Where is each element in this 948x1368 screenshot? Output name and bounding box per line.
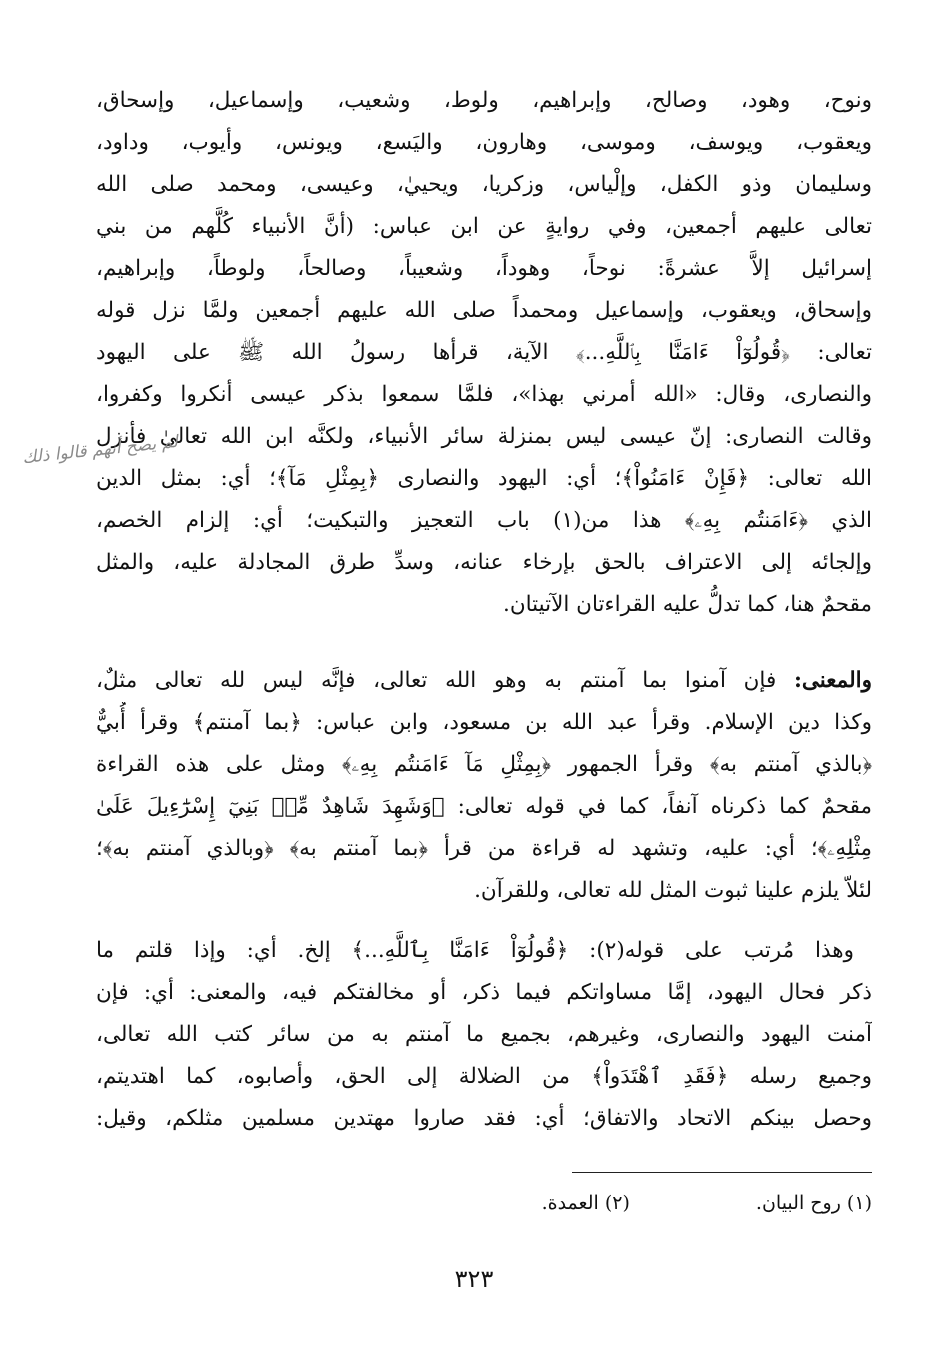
text-line: وحصل بينكم الاتحاد والاتفاق؛ أي: فقد صاروا مهتدين مسلمين مثلكم، وقيل:	[96, 1106, 872, 1131]
text-line: وإسحاق، ويعقوب، وإسماعيل ومحمداً صلى الله عليهم أجمعين ولمَّا نزل قوله	[96, 298, 872, 323]
paragraph-2	[96, 660, 872, 912]
paragraph-lead-word: والمعنى:	[793, 668, 872, 693]
text-segment: فإن آمنوا بما آمنتم به وهو الله تعالى، فإنَّه ليس لله تعالى مثلٌ،	[96, 668, 794, 693]
footnote-1: (١) روح البيان.	[755, 1192, 872, 1214]
text-line: تعالى عليهم أجمعين، وفي روايةٍ عن ابن عباس: (أنَّ الأنبياء كُلَّهم من بني	[96, 214, 872, 239]
text-line: مِثْلِهِۦ﴾؛ أي: عليه، وتشهد له قراءة من قرأ ﴿بما آمنتم به﴾ ﴿وبالذي آمنتم به﴾؛	[96, 836, 872, 861]
text-line: وسليمان وذو الكفل، وإلْياس، وزكريا، ويحييٰ، وعيسى، ومحمد صلى الله	[96, 172, 872, 197]
paragraph-3	[96, 930, 872, 1140]
text-line: ويعقوب، ويوسف، وموسى، وهارون، واليَسع، ويونس، وأيوب، وداود،	[96, 130, 872, 155]
text-line: لئلاّ يلزم علينا ثبوت المثل لله تعالى، وللقرآن.	[474, 878, 872, 903]
text-line: والنصارى، وقال: «الله أمرني بهذا»، فلمَّا سمعوا بذكر عيسى أنكروا وكفروا،	[96, 382, 872, 407]
text-line: تعالى: ﴿قُولُوٓاْ ءَامَنَّا بِٱللَّهِ...﴾ الآية، قرأها رسولُ الله ﷺ على اليهود	[96, 340, 872, 365]
text-line: آمنت اليهود والنصارى، وغيرهم، بجميع ما آمنتم به من سائر كتب الله تعالى،	[96, 1022, 872, 1047]
text-line	[96, 660, 872, 702]
text-line: مقحمٌ كما ذكرناه آنفاً، كما في قوله تعالى: ﴿وَشَهِدَ شَاهِدٌ مِّنۢ بَنِيٓ إِسْرَٰٓءِيلَ عَلَىٰ	[96, 794, 872, 819]
text-line: وقالت النصارى: إنّ عيسى ليس بمنزلة سائر الأنبياء، ولكنَّه ابن الله تعالىٰ فأنزل	[96, 424, 872, 449]
footnote-2: (٢) العمدة.	[541, 1192, 630, 1214]
text-line: وإلجائه إلى الاعتراف بالحق بإرخاء عنانه، وسدِّ طرق المجادلة عليه، والمثل	[96, 550, 872, 575]
footnote-divider	[572, 1172, 872, 1173]
page-number: ٣٢٣	[454, 1265, 494, 1293]
text-line: ونوح، وهود، وصالح، وإبراهيم، ولوط، وشعيب، وإسماعيل، وإسحاق،	[96, 88, 872, 113]
text-line: إسرائيل إلاَّ عشرةً: نوحاً، وهوداً، وشعيباً، وصالحاً، ولوطاً، وإبراهيم،	[96, 256, 872, 281]
text-line: وجميع رسله ﴿فَقَدِ ٱهْتَدَواْ﴾ من الضلالة إلى الحق، وأصابوه، كما اهتديتم،	[96, 1064, 872, 1089]
text-line: الذي ﴿ءَامَنتُم بِهِۦ﴾ هذا من(١) باب التعجيز والتبكيت؛ أي: إلزام الخصم،	[96, 508, 872, 533]
footnotes	[96, 1188, 872, 1218]
text-line: مقحمٌ هنا، كما تدلُّ عليه القراءتان الآتيتان.	[502, 592, 872, 617]
paragraph-1	[96, 80, 872, 626]
text-line: ذكر فحال اليهود، إمَّا مساواتكم فيما ذكر، أو مخالفتكم فيه، والمعنى: أي: فإن	[96, 980, 872, 1005]
text-line: وهذا مُرتب على قوله(٢): ﴿قُولُوٓاْ ءَامَنَّا بِٱللَّهِ...﴾ إلخ. أي: وإذا قلتم ما	[96, 938, 854, 963]
text-line: الله تعالى: ﴿فَإِنْ ءَامَنُواْ﴾؛ أي: اليهود والنصارى ﴿بِمِثْلِ مَآ﴾؛ أي: بمثل الدين	[96, 466, 872, 491]
handwritten-margin-note: لم يصح أنهم قالوا ذلك	[21, 431, 179, 469]
text-line: وكذا دين الإسلام. وقرأ عبد الله بن مسعود، وابن عباس: ﴿بما آمنتم﴾ وقرأ أُبيٌّ	[96, 710, 872, 735]
text-line: ﴿بالذي آمنتم به﴾ وقرأ الجمهور ﴿بِمِثْلِ مَآ ءَامَنتُم بِهِۦ﴾ ومثل على هذه القراءة	[96, 752, 872, 777]
